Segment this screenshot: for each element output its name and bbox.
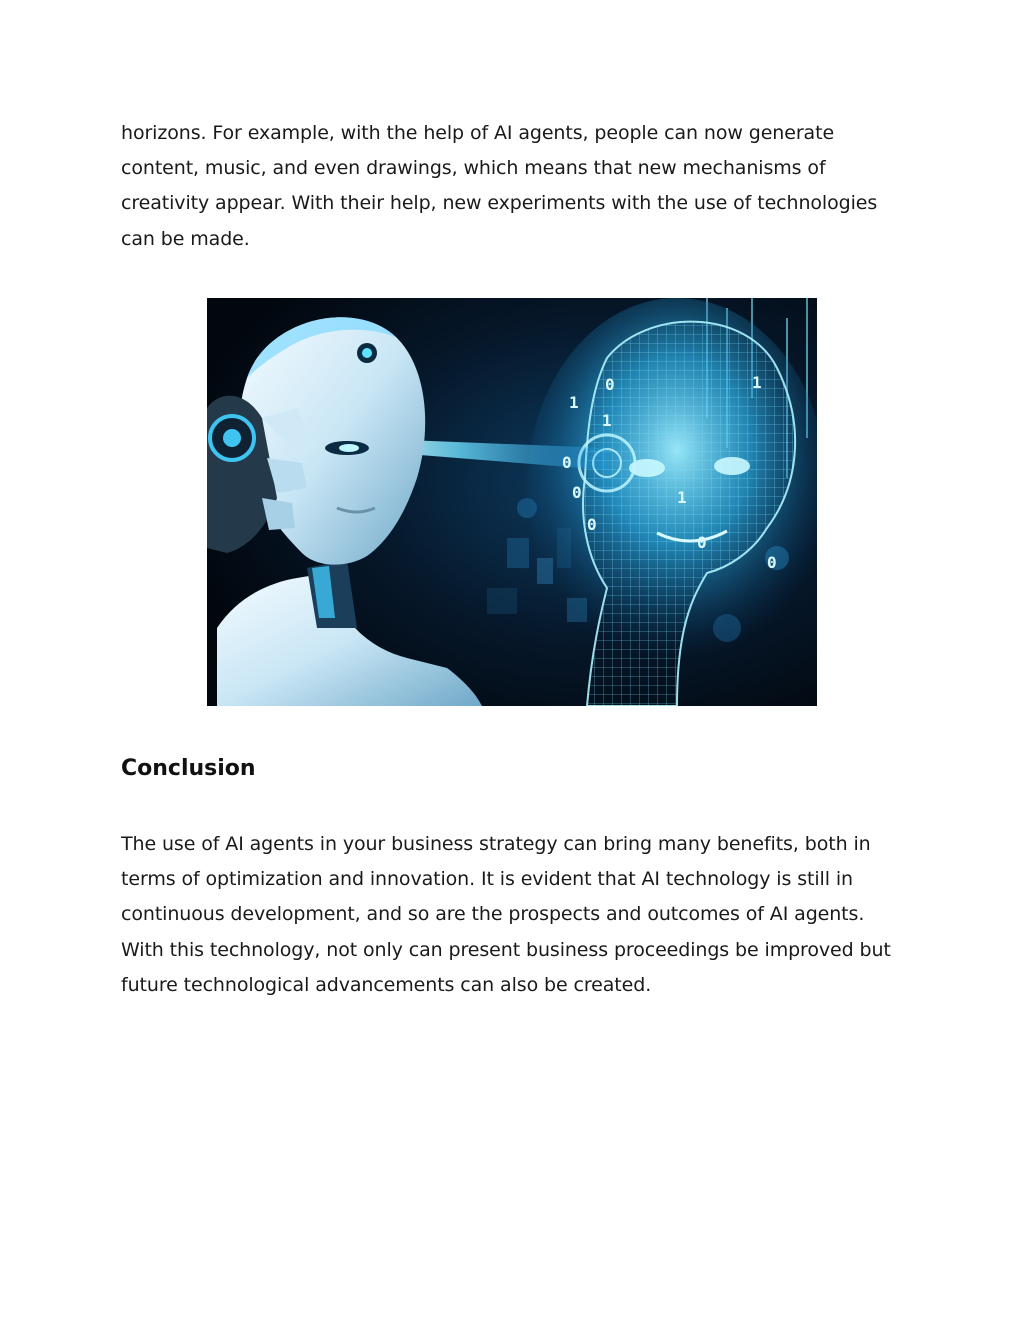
binary-digit: 0 <box>562 453 572 472</box>
binary-digit: 0 <box>767 553 777 572</box>
binary-digit: 0 <box>605 375 615 394</box>
binary-digit: 0 <box>697 533 707 552</box>
article-illustration <box>207 298 817 706</box>
robot-hologram-icon <box>207 298 817 706</box>
conclusion-paragraph: The use of AI agents in your business strategy can bring many benefits, both in terms of optimization and innovation. It is evident that AI technology is still in continuous development, and so are the prospects and outcomes of AI agents. With this technology, not only can present business proceedings be improved but future technological advancements can also be created. <box>121 833 891 996</box>
binary-digit: 1 <box>677 488 687 507</box>
binary-digit: 0 <box>572 483 582 502</box>
section-heading: Conclusion <box>121 756 256 781</box>
binary-digit: 1 <box>602 411 612 430</box>
intro-paragraph: horizons. For example, with the help of AI agents, people can now generate content, music, and even drawings, which means that new mechanisms of creativity appear. With their help, new experiments with the use of technologies can be made. <box>121 122 878 250</box>
binary-digit: 1 <box>752 373 762 392</box>
intro-block <box>121 116 911 257</box>
binary-digit: 0 <box>587 515 597 534</box>
binary-digit: 1 <box>569 393 579 412</box>
